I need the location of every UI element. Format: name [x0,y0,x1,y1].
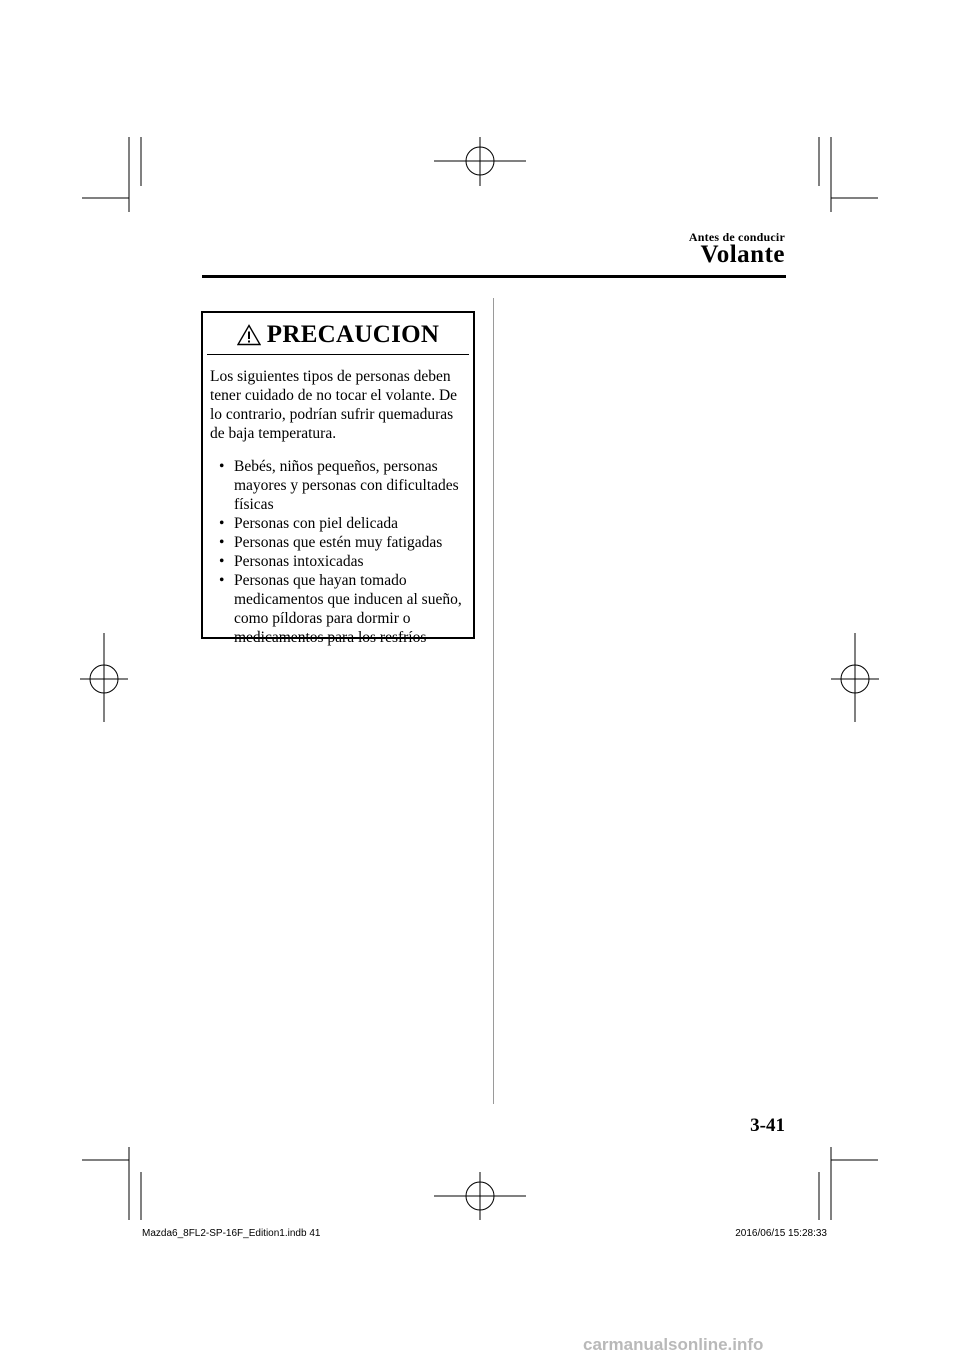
page-number: 3-41 [750,1115,785,1136]
bullet-dot: • [219,515,225,532]
list-item-text: Personas con piel delicada [234,515,398,532]
warning-triangle-icon [237,324,261,346]
list-item [213,514,468,533]
bullet-dot: • [219,572,225,589]
header-rule [202,275,786,278]
caution-box [201,311,475,646]
section-title: Volante [700,241,785,268]
list-item-text: Personas intoxicadas [234,553,364,570]
list-item-text: Personas que hayan tomado medicamentos que inducen al sueño, como píldoras para dormir o medicamentos para los resfríos [234,572,462,646]
caution-separator [207,354,469,355]
caution-body [210,367,468,647]
footer-timestamp: 2016/06/15 15:28:33 [735,1228,827,1239]
caution-intro: Los siguientes tipos de personas deben tener cuidado de no tocar el volante. De lo contrario, podrían sufrir quemaduras de baja temperatura. [210,368,458,442]
list-item-text: Personas que estén muy fatigadas [234,534,443,551]
list-item [213,571,468,647]
caution-list [210,457,468,647]
list-item [213,533,468,552]
caution-header [203,313,473,356]
bullet-dot: • [219,553,225,570]
list-item [213,457,468,514]
column-divider [493,298,494,1104]
section-label: Antes de conducir [688,230,785,244]
bullet-dot: • [219,534,225,551]
list-item [213,552,468,571]
footer-file-name: Mazda6_8FL2-SP-16F_Edition1.indb 41 [142,1228,321,1239]
watermark: carmanualsonline.info [583,1335,764,1354]
list-item-text: Bebés, niños pequeños, personas mayores y personas con dificultades físicas [234,458,459,513]
caution-title: PRECAUCION [266,321,440,348]
bullet-dot: • [219,458,225,475]
